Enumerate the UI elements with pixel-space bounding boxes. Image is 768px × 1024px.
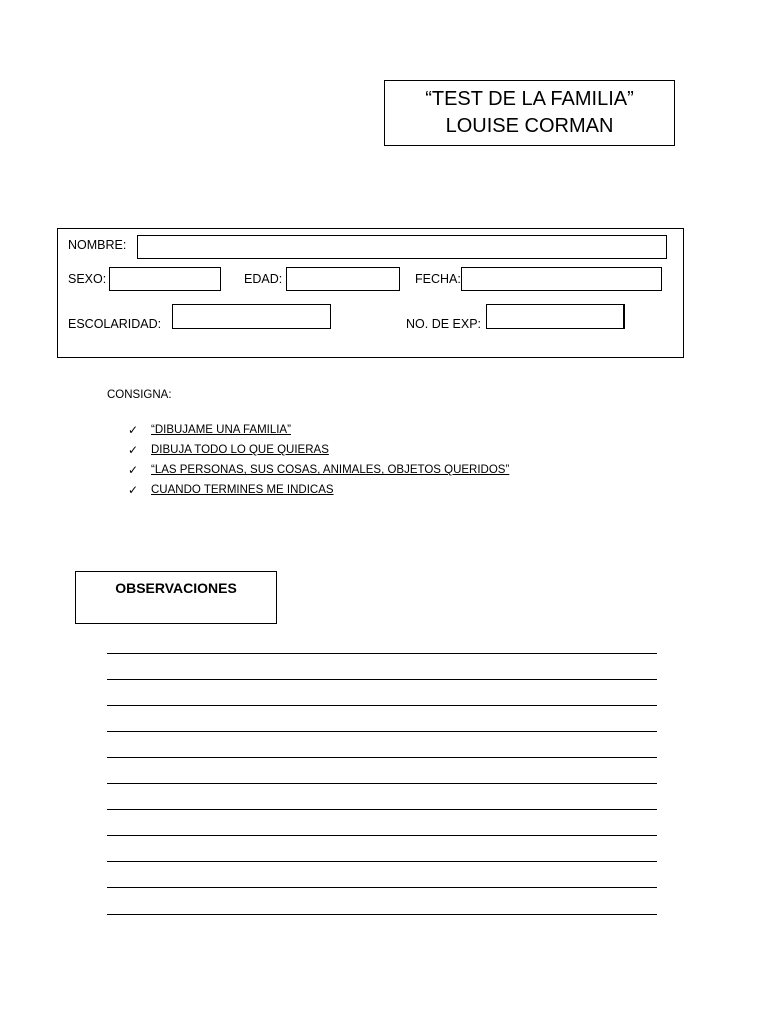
consigna-label: CONSIGNA: <box>107 389 172 401</box>
title-box <box>384 80 675 146</box>
observation-line[interactable] <box>107 835 657 836</box>
observation-line[interactable] <box>107 914 657 915</box>
consigna-item-text: DIBUJA TODO LO QUE QUIERAS <box>151 444 329 456</box>
consigna-item-text: “LAS PERSONAS, SUS COSAS, ANIMALES, OBJETOS QUERIDOS” <box>151 464 510 476</box>
observaciones-label: OBSERVACIONES <box>115 580 237 596</box>
escolaridad-field[interactable] <box>172 304 331 329</box>
exp-field[interactable] <box>486 304 625 329</box>
list-item <box>128 420 509 440</box>
nombre-label: NOMBRE: <box>68 238 127 252</box>
observation-line[interactable] <box>107 783 657 784</box>
sexo-field[interactable] <box>109 267 221 291</box>
observation-line[interactable] <box>107 653 657 654</box>
observaciones-box <box>75 571 277 624</box>
checkmark-icon: ✓ <box>128 463 139 477</box>
checkmark-icon: ✓ <box>128 483 139 497</box>
checkmark-icon: ✓ <box>128 443 139 457</box>
observation-line[interactable] <box>107 757 657 758</box>
escolaridad-label: ESCOLARIDAD: <box>68 317 162 331</box>
fecha-label: FECHA: <box>415 272 461 286</box>
exp-label: NO. DE EXP: <box>406 317 482 331</box>
list-item <box>128 480 509 500</box>
observation-line[interactable] <box>107 705 657 706</box>
title-line-2: LOUISE CORMAN <box>445 115 614 137</box>
list-item <box>128 440 509 460</box>
observation-line[interactable] <box>107 861 657 862</box>
observation-line[interactable] <box>107 731 657 732</box>
fecha-field[interactable] <box>461 267 662 291</box>
consigna-item-text: “DIBUJAME UNA FAMILIA” <box>151 424 291 436</box>
list-item <box>128 460 509 480</box>
observation-line[interactable] <box>107 679 657 680</box>
patient-info-box <box>57 228 684 358</box>
edad-label: EDAD: <box>244 272 283 286</box>
consigna-list <box>128 420 509 500</box>
consigna-item-text: CUANDO TERMINES ME INDICAS <box>151 484 334 496</box>
observation-line[interactable] <box>107 887 657 888</box>
checkmark-icon: ✓ <box>128 423 139 437</box>
edad-field[interactable] <box>286 267 400 291</box>
sexo-label: SEXO: <box>68 272 107 286</box>
observation-line[interactable] <box>107 809 657 810</box>
title-line-1: “TEST DE LA FAMILIA” <box>425 88 634 110</box>
nombre-field[interactable] <box>137 235 667 259</box>
